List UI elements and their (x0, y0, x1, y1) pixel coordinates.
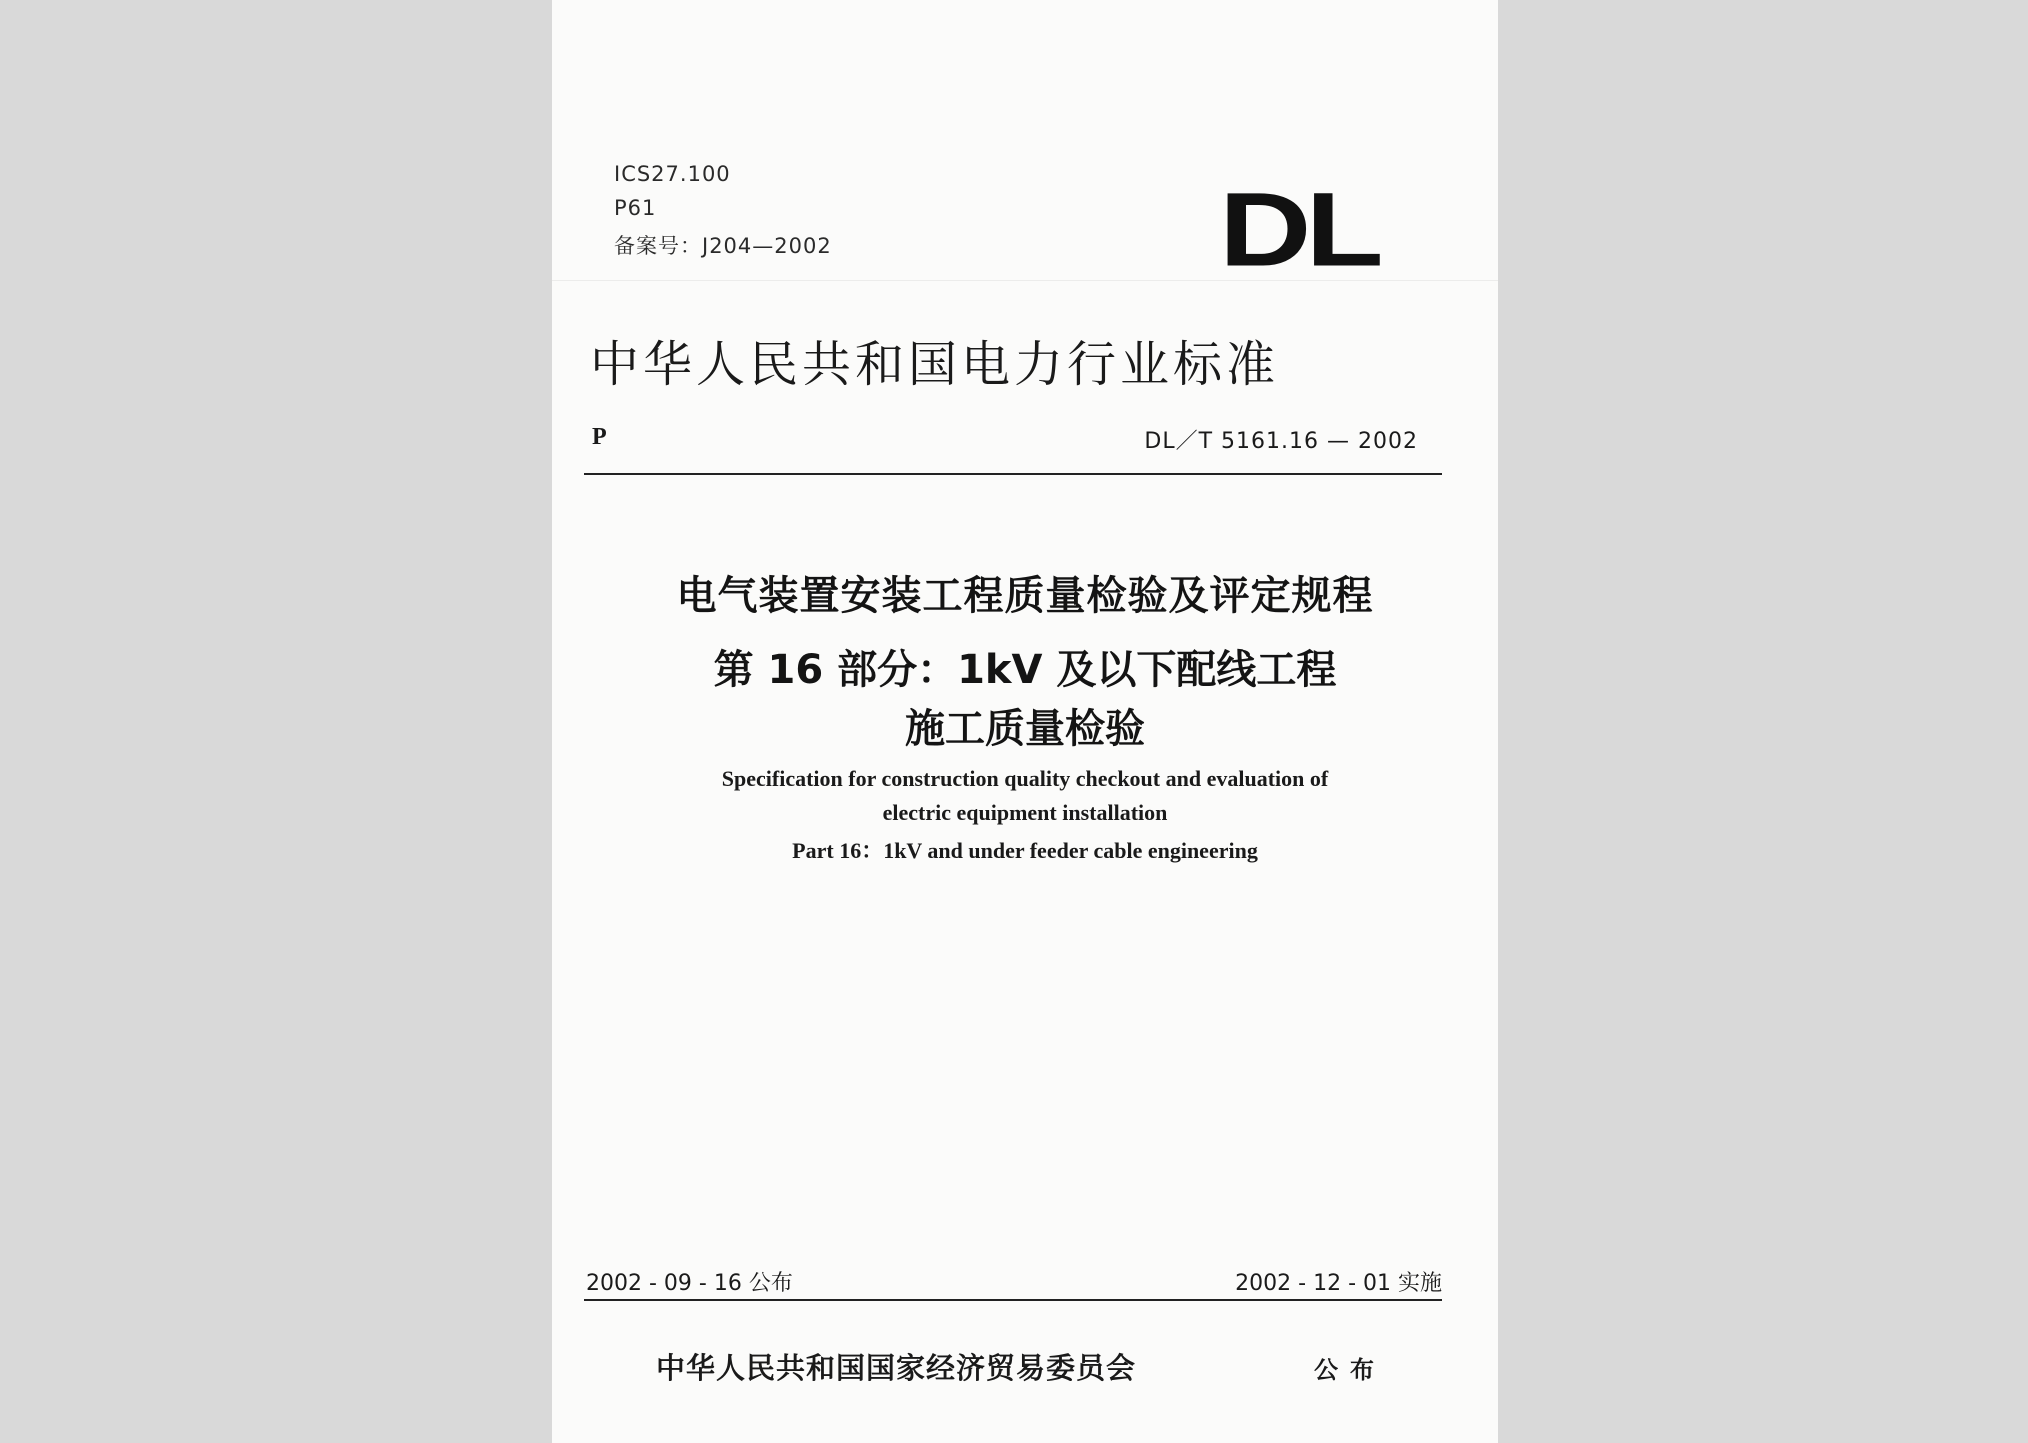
header-divider (584, 473, 1442, 475)
classification-code: P61 (614, 196, 657, 220)
chinese-title-line-2: 第 16 部分：1kV 及以下配线工程 (713, 647, 1337, 693)
standard-number: DL／T 5161.16 — 2002 (1144, 429, 1418, 454)
record-number: 备案号：J204—2002 (614, 234, 832, 258)
english-title-line-2: electric equipment installation (882, 800, 1168, 825)
document-page (552, 0, 1498, 1443)
issue-date: 2002 - 09 - 16 公布 (586, 1271, 793, 1296)
chinese-title-line-3: 施工质量检验 (905, 706, 1145, 752)
chinese-title-line-1: 电气装置安装工程质量检验及评定规程 (676, 573, 1374, 619)
ics-code: ICS27.100 (614, 162, 731, 186)
implementation-date: 2002 - 12 - 01 实施 (1235, 1271, 1442, 1296)
category-mark: P (592, 424, 607, 450)
english-title-line-1: Specification for construction quality checkout and evaluation of (721, 766, 1329, 791)
scan-artifact (552, 280, 1498, 281)
publish-label: 公布 (1314, 1356, 1386, 1384)
footer-divider (584, 1299, 1442, 1301)
publisher-name: 中华人民共和国国家经济贸易委员会 (656, 1351, 1137, 1385)
english-title-line-3: Part 16：1kV and under feeder cable engineering (792, 838, 1258, 863)
industry-standard-title: 中华人民共和国电力行业标准 (590, 336, 1280, 393)
dl-logo: DL (1219, 171, 1378, 289)
